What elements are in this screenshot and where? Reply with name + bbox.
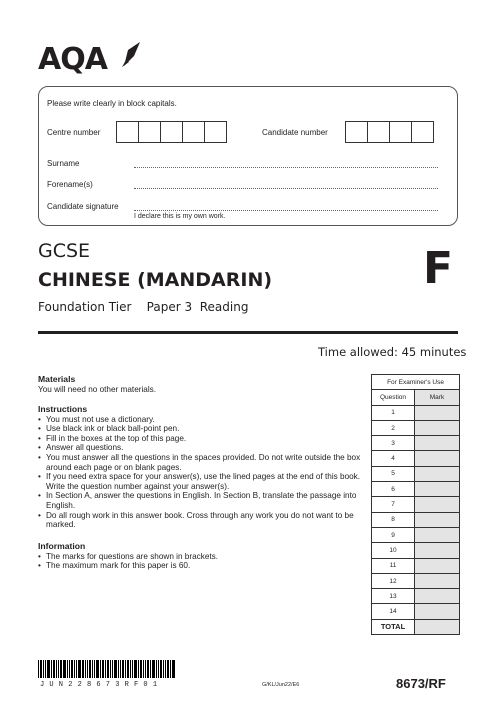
paper-reference: G/KL/Jun22/E6 [262, 682, 300, 688]
mark-cell [415, 497, 460, 512]
instruction-item: • Fill in the boxes at the top of this page. [38, 434, 368, 444]
surname-label: Surname [47, 159, 80, 168]
question-number: 7 [372, 497, 415, 512]
instruction-item: • You must answer all the questions in the spaces provided. Do not write outside the box around each page or on blank pages. [38, 453, 368, 472]
question-number: 12 [372, 573, 415, 588]
materials-text: You will need no other materials. [38, 384, 157, 394]
mark-cell [415, 451, 460, 466]
signature-field[interactable] [134, 210, 438, 211]
materials-heading: Materials [38, 374, 76, 384]
question-number: 5 [372, 466, 415, 481]
mark-cell [415, 436, 460, 451]
aqa-logo-mark-icon [120, 40, 142, 68]
instruction-item: • If you need extra space for your answer(s), use the lined pages at the end of this book. Write the question number against your answer(s). [38, 472, 368, 491]
mark-cell [415, 466, 460, 481]
question-number: 1 [372, 405, 415, 420]
materials-section [38, 375, 368, 394]
question-number: 6 [372, 482, 415, 497]
total-label: TOTAL [372, 619, 415, 634]
aqa-logo: AQA [38, 42, 107, 77]
instruction-item: • You must not use a dictionary. [38, 415, 368, 425]
forenames-field[interactable] [134, 188, 438, 189]
barcode [38, 660, 190, 678]
mark-cell [415, 527, 460, 542]
question-number: 3 [372, 436, 415, 451]
centre-number-boxes[interactable] [117, 121, 227, 143]
instruction-item: • Do all rough work in this answer book. Cross through any work you do not want to be marked. [38, 511, 368, 530]
block-capitals-instruction: Please write clearly in block capitals. [47, 99, 177, 108]
candidate-number-boxes[interactable] [346, 121, 434, 143]
instruction-item: • Use black ink or black ball-point pen. [38, 424, 368, 434]
tier-letter: F [423, 243, 454, 294]
mark-cell [415, 573, 460, 588]
mark-cell [415, 604, 460, 619]
signature-label: Candidate signature [47, 202, 119, 211]
question-number: 10 [372, 543, 415, 558]
mark-cell [415, 420, 460, 435]
total-mark-cell [415, 619, 460, 634]
question-number: 2 [372, 420, 415, 435]
question-column-header: Question [372, 390, 415, 405]
declaration-text: I declare this is my own work. [134, 213, 226, 220]
information-item: • The marks for questions are shown in brackets. [38, 552, 368, 562]
qualification-title: GCSE [38, 240, 91, 262]
question-number: 13 [372, 589, 415, 604]
time-allowed: Time allowed: 45 minutes [318, 345, 467, 359]
mark-cell [415, 589, 460, 604]
instructions-section [38, 405, 368, 530]
instruction-item: • In Section A, answer the questions in English. In Section B, translate the passage into English. [38, 491, 368, 510]
mark-cell [415, 543, 460, 558]
information-item: • The maximum mark for this paper is 60. [38, 561, 368, 571]
instruction-item: • Answer all questions. [38, 443, 368, 453]
candidate-number-label: Candidate number [262, 128, 328, 137]
examiner-table-title: For Examiner's Use [372, 375, 460, 390]
barcode-text: J U N 2 2 8 6 7 3 R F 0 1 [40, 681, 158, 689]
question-number: 14 [372, 604, 415, 619]
centre-number-label: Centre number [47, 128, 101, 137]
question-number: 9 [372, 527, 415, 542]
mark-cell [415, 482, 460, 497]
forenames-label: Forename(s) [47, 180, 93, 189]
surname-field[interactable] [134, 167, 438, 168]
question-number: 8 [372, 512, 415, 527]
mark-cell [415, 558, 460, 573]
subject-title: CHINESE (MANDARIN) [38, 269, 273, 291]
question-number: 11 [372, 558, 415, 573]
examiner-use-table [371, 374, 460, 635]
tier-paper-line: Foundation Tier Paper 3 Reading [38, 300, 249, 314]
mark-cell [415, 512, 460, 527]
mark-column-header: Mark [415, 390, 460, 405]
question-number: 4 [372, 451, 415, 466]
title-divider [38, 331, 458, 334]
information-heading: Information [38, 541, 86, 551]
paper-code: 8673/RF [396, 676, 446, 691]
mark-cell [415, 405, 460, 420]
information-section [38, 542, 368, 571]
instructions-heading: Instructions [38, 404, 88, 414]
